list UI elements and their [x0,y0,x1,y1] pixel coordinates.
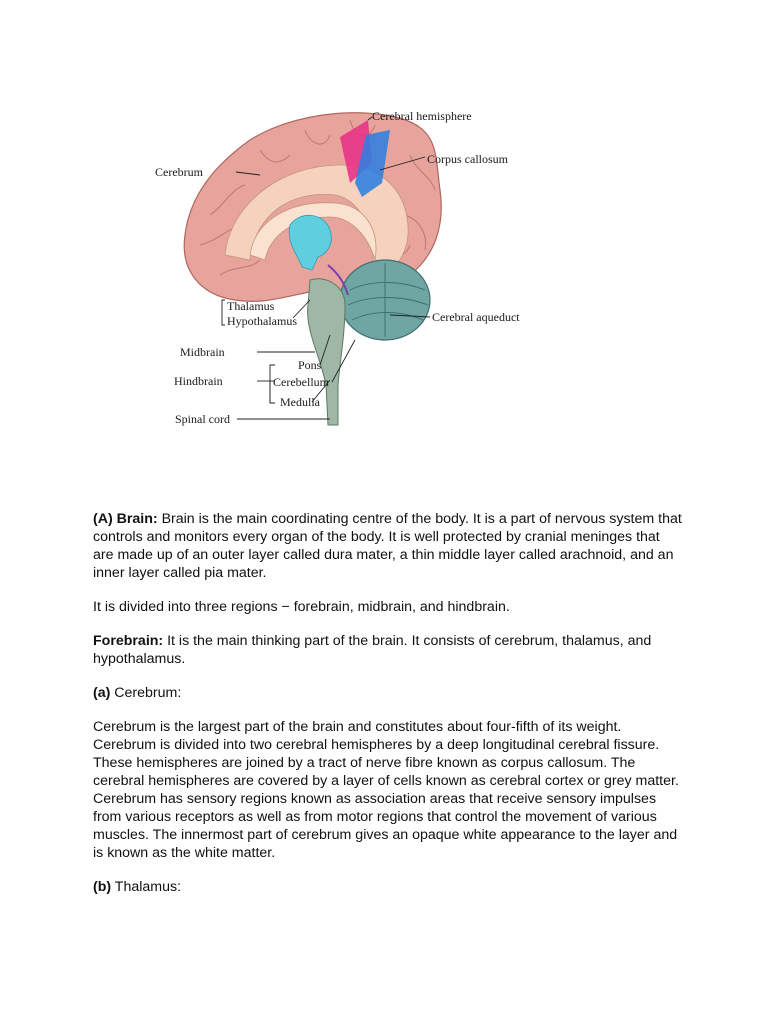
label-midbrain: Midbrain [180,345,225,359]
document-body [93,510,683,912]
label-corpus-callosum: Corpus callosum [427,152,508,166]
cerebrum-paragraph: Cerebrum is the largest part of the brain and constitutes about four-fifth of its weight. Cerebrum is divided into two cerebral hemispheres by a deep longitudinal cerebral fissure. These hemispheres are joined by a tract of nerve fibre known as corpus callosum. The cerebral hemispheres are covered by a layer of cells known as cerebral cortex or grey matter. Cerebrum has sensory regions known as association areas that receive sensory impulses from various receptors as well as from motor regions that control the movement of various muscles. The innermost part of cerebrum gives an opaque white appearance to the layer and is known as the white matter. [93,719,679,861]
cerebrum-marker: (a) [93,685,111,701]
label-medulla: Medulla [280,395,320,409]
label-hypothalamus: Hypothalamus [227,314,297,328]
label-hindbrain: Hindbrain [174,374,223,388]
thalamus-title: Thalamus: [111,879,182,895]
thalamus-heading [93,878,683,896]
regions-paragraph: It is divided into three regions − forebrain, midbrain, and hindbrain. [93,599,510,615]
forebrain-paragraph [93,632,683,668]
cerebrum-title: Cerebrum: [110,685,182,701]
forebrain-text: It is the main thinking part of the brain. It consists of cerebrum, thalamus, and hypothalamus. [93,633,652,667]
brain-text: Brain is the main coordinating centre of the body. It is a part of nervous system that controls and monitors every organ of the body. It is well protected by cranial meninges that are made up of an outer layer called dura mater, a thin middle layer called arachnoid, and an inner layer called pia mater. [93,511,682,581]
brain-heading: (A) Brain: [93,511,158,527]
label-cerebral-aqueduct: Cerebral aqueduct [432,310,520,324]
label-thalamus: Thalamus [227,299,275,313]
label-pons: Pons [298,358,322,372]
cerebrum-heading [93,684,683,702]
brain-diagram [140,95,540,440]
label-spinal-cord: Spinal cord [175,412,230,426]
forebrain-heading: Forebrain: [93,633,164,649]
thalamus-marker: (b) [93,879,112,895]
label-cerebellum: Cerebellum [273,375,329,389]
brain-paragraph [93,510,683,582]
label-cerebral-hemisphere: Cerebral hemisphere [372,109,472,123]
label-cerebrum: Cerebrum [155,165,203,179]
